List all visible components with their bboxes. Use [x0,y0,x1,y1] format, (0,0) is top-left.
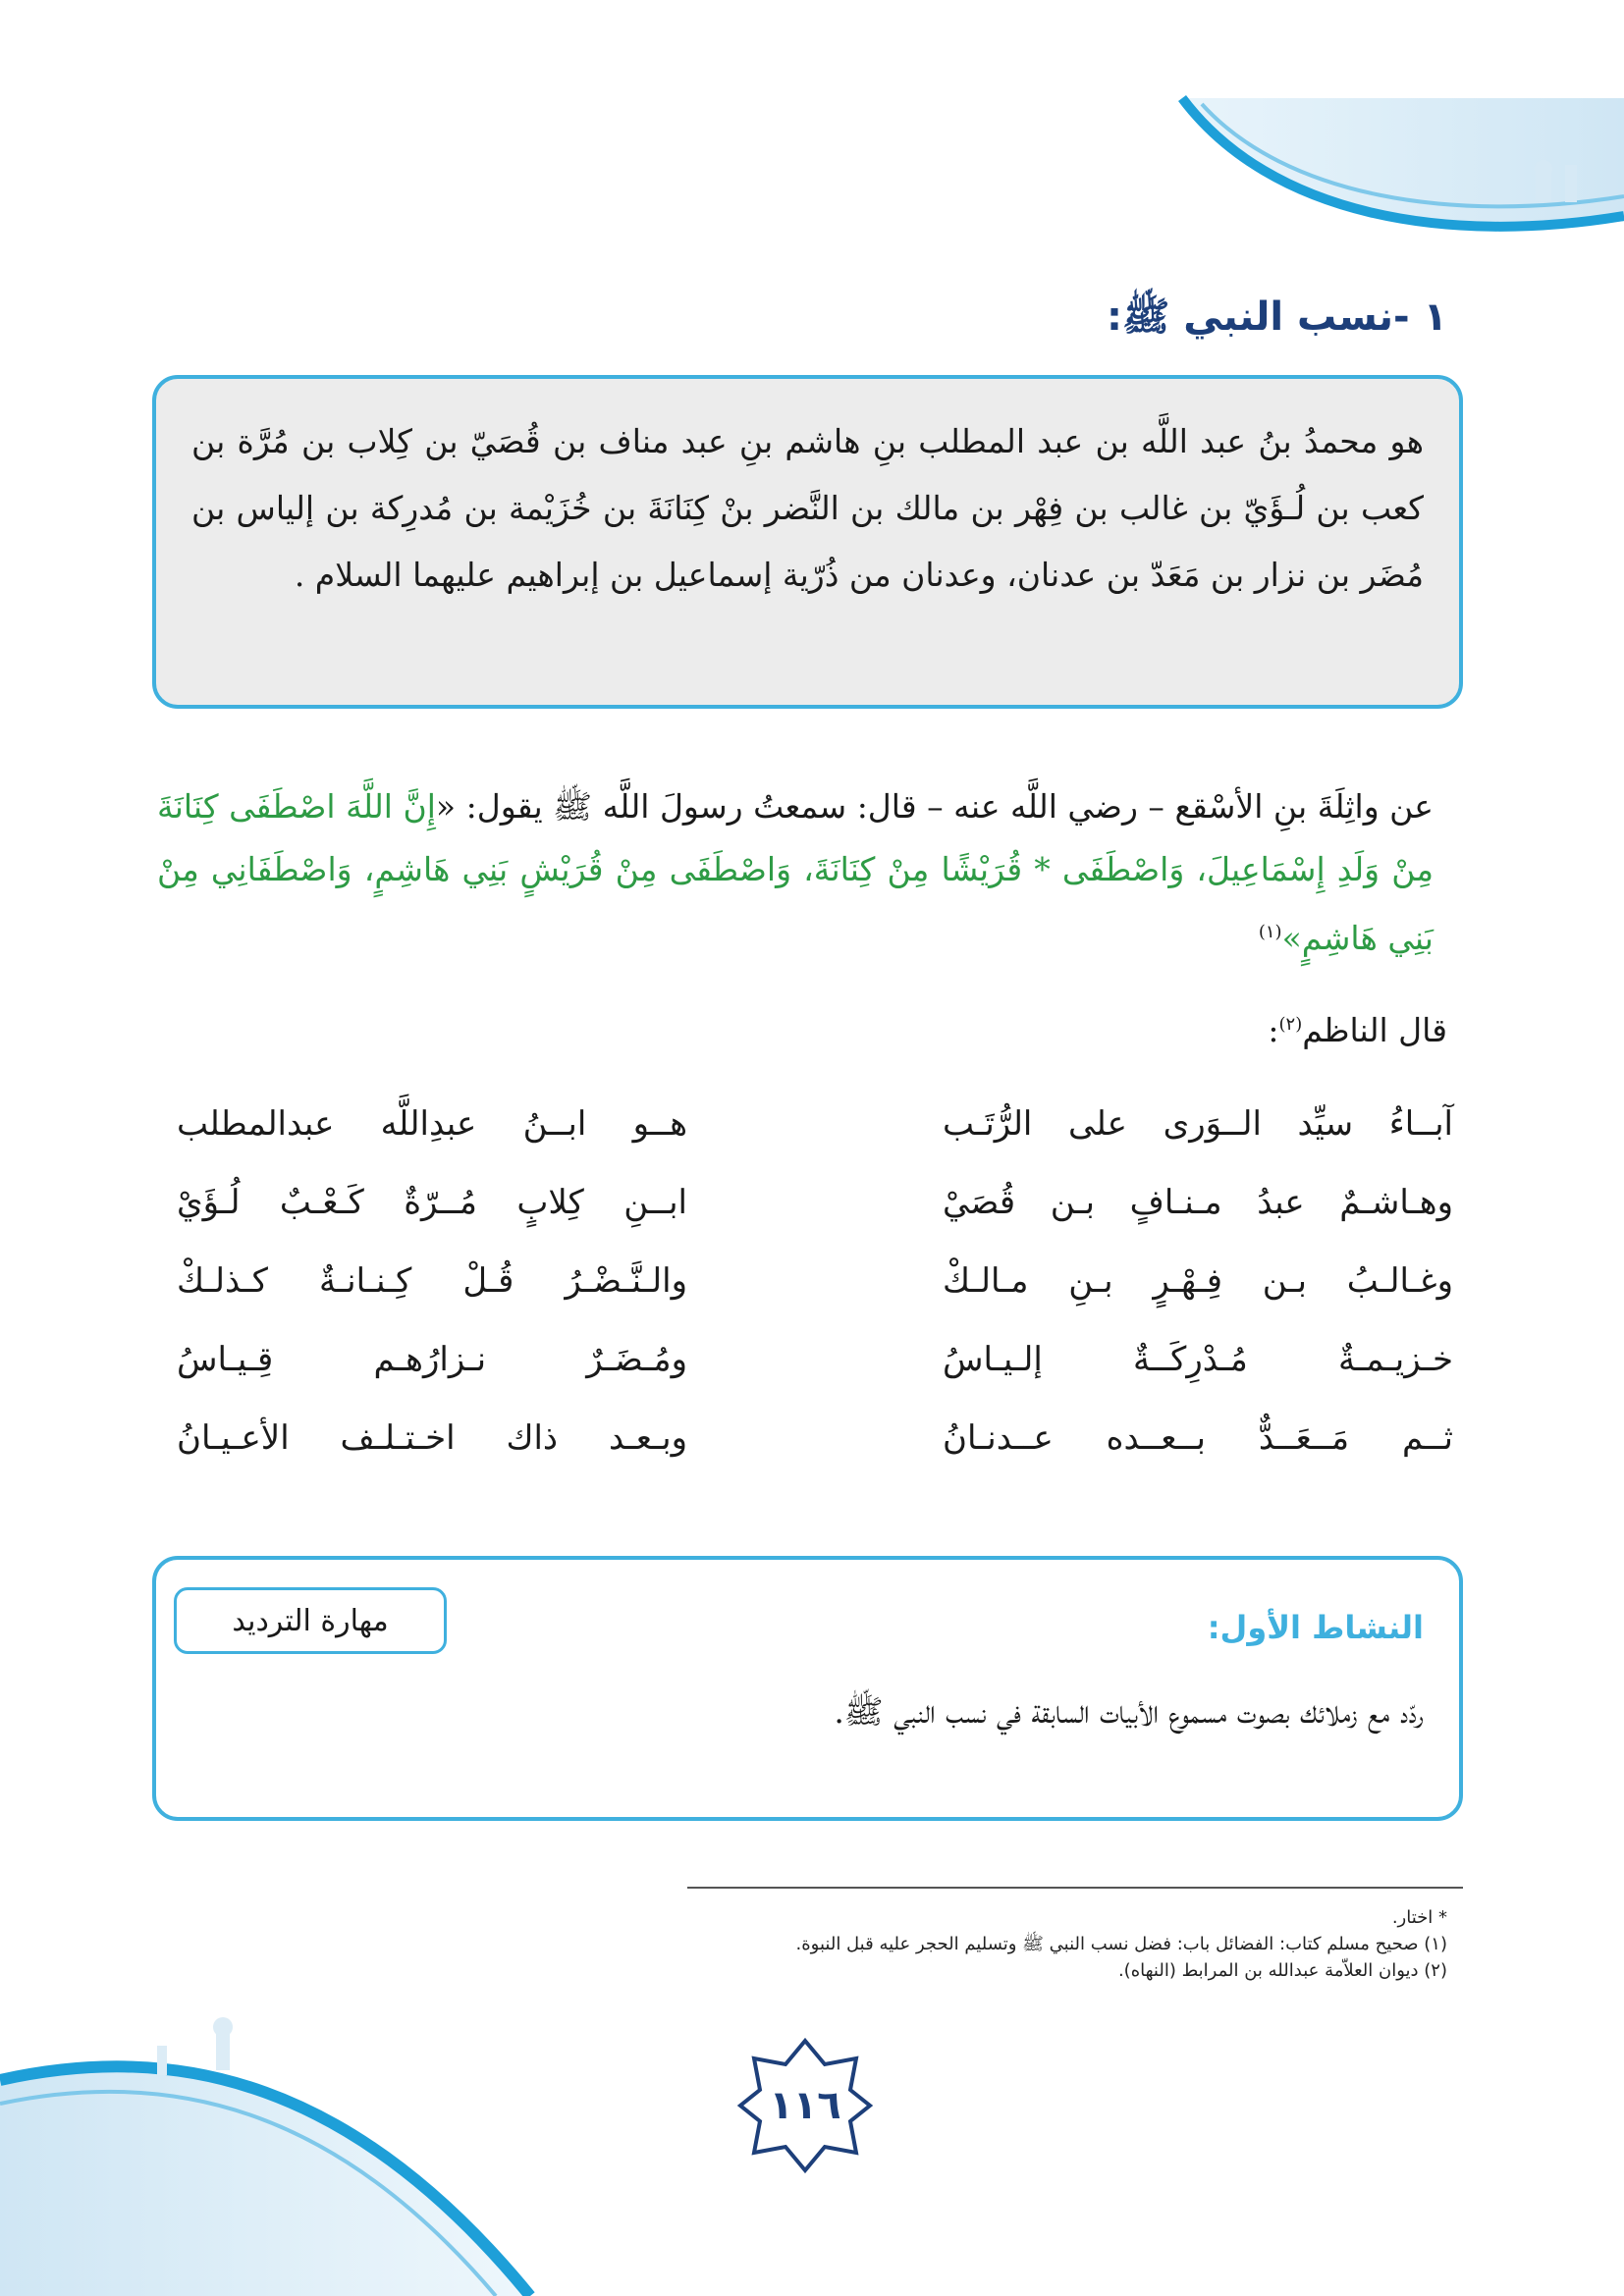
poem-hemistich-second: وبـعـد ذاك اخـتـلـف الأعـيـانُ [177,1418,687,1458]
poem-line [177,1242,1453,1320]
activity-label: النشاط الأول: [1207,1609,1424,1646]
footnote-2: (٢) ديوان العلاّمة عبدالله بن المرابط (النهاه). [1117,1960,1447,1981]
footnote-1: (١) صحيح مسلم كتاب: الفضائل باب: فضل نسب النبي ﷺ وتسليم الحجر عليه قبل النبوة. [795,1934,1447,1954]
footnote-star: * اختار. [1391,1907,1447,1928]
poet-suffix: : [1268,1011,1279,1049]
poem-hemistich-second: ابــنِ كِلابٍ مُــرّةٌ كَـعْـبٌ لُـؤَيْ [177,1183,687,1222]
poem-line [177,1320,1453,1399]
footnotes [662,1904,1447,1984]
poem-hemistich-first: وهـاشـمٌ عبدُ مـنـافٍ بـن قُصَيْ [943,1183,1453,1222]
poem-line [177,1163,1453,1242]
poem-hemistich-first: خـزيـمـةٌ مُـدْرِكَــةٌ إلـيـاسُ [943,1340,1453,1379]
activity-box [152,1556,1463,1821]
poem-line [177,1085,1453,1163]
bottom-left-decoration [0,1972,550,2296]
poet-attribution [1268,1011,1447,1049]
section-title: ١ -نسب النبي ﷺ: [1106,294,1447,340]
page-number: ١١٦ [769,2083,841,2128]
footnote-ref-2: (٢) [1278,1014,1303,1035]
poem-line [177,1399,1453,1477]
poet-label: قال الناظم [1302,1011,1447,1049]
hadith-intro: عن واثِلَةَ بنِ الأسْقع – رضي اللَّه عنه – قال: سمعتُ رسولَ اللَّه ﷺ يقول: « [435,787,1434,826]
poem-hemistich-first: وغـالـبُ بـن فِـهْـرٍ بـنِ مـالـكْ [943,1261,1453,1301]
poem [177,1085,1453,1477]
hadith-quote-close: » [1281,919,1302,957]
hadith-paragraph [157,775,1434,970]
lineage-text: هو محمدُ بنُ عبد اللَّه بن عبد المطلب بنِ هاشم بنِ عبد مناف بن قُصَيّ بن كِلاب بن مُرَّة بن كعب بن لُـؤَيّ بن غالب بن فِهْر بن مالك بن النَّضر بنْ كِنَانَةَ بن خُزَيْمة بن مُدرِكة بن إلياس بن مُضَر بن نزار بن مَعَدّ بن عدنان، وعدنان من ذُرّية إسماعيل بن إبراهيم عليهما السلام . [191,422,1424,594]
footnote-divider [687,1887,1463,1889]
poem-hemistich-second: والـنَّـضْـرُ قُـلْ كِـنـانـةٌ كـذلـكْ [177,1261,687,1301]
poem-hemistich-first: آبــاءُ سيِّد الــوَرى على الرُّتَـب [943,1104,1453,1144]
activity-instruction: ردّد مع زملائك بصوت مسموع الأبيات السابقة في نسب النبي ﷺ. [834,1692,1424,1731]
poem-hemistich-first: ثــم مَــعَــدٌّ بــعــده عــدنـانُ [943,1418,1453,1458]
skill-badge: مهارة الترديد [174,1587,447,1654]
lineage-box [152,375,1463,709]
footnote-ref-1: (١) [1258,922,1282,942]
poem-hemistich-second: هــو ابــنُ عبدِاللَّه عبدالمطلب [177,1104,687,1144]
page-number-badge [736,2037,874,2174]
poem-hemistich-second: ومُـضَـرٌ نـزارُهـم قِـيـاسُ [177,1340,687,1379]
hadith-quote: إِنَّ اللَّهَ اصْطَفَى كِنَانَةَ مِنْ وَلَدِ إِسْمَاعِيلَ، وَاصْطَفَى * قُرَيْشًا مِنْ كِنَانَةَ، وَاصْطَفَى مِنْ قُرَيْشٍ بَنِي هَاشِمٍ، وَاصْطَفَانِي مِنْ بَنِي هَاشِمٍ [157,787,1434,957]
top-right-decoration [1074,0,1624,294]
